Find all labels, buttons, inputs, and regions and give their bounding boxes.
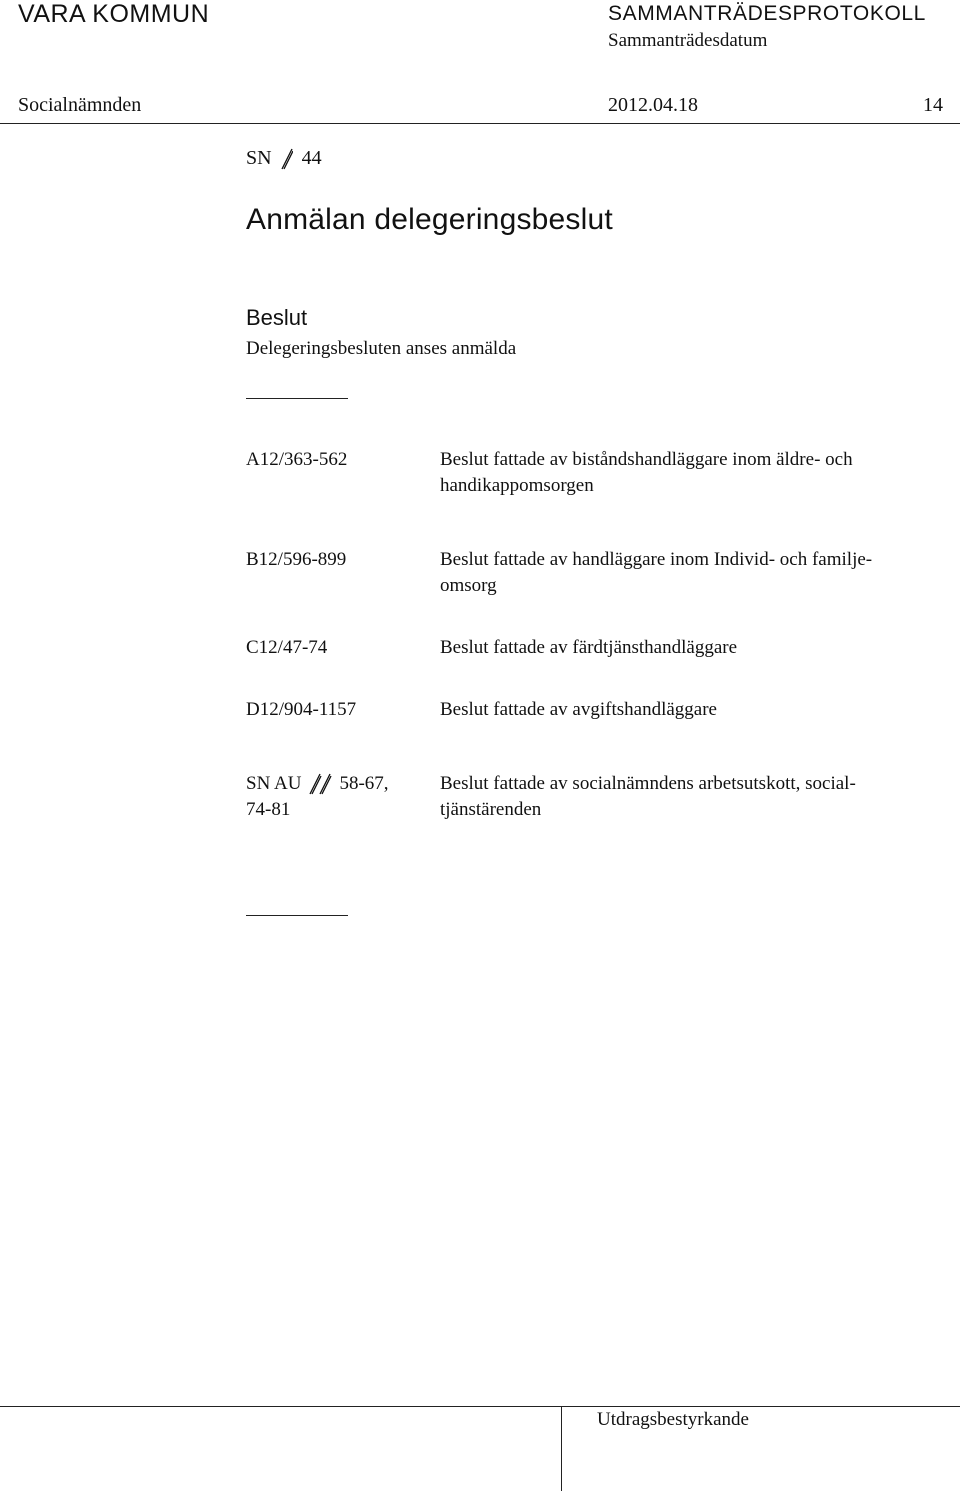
item-description-line: Beslut fattade av avgiftshandläggare <box>440 699 717 720</box>
footer-divider <box>0 1406 960 1407</box>
decision-text: Delegeringsbesluten anses anmälda <box>246 338 517 359</box>
item-description-sn-au <box>440 771 856 823</box>
section-sign-icon <box>281 148 293 170</box>
item-id-sn-au <box>246 771 389 823</box>
item-description-b <box>440 547 872 599</box>
item-description-line: Beslut fattade av socialnämndens arbetsutskott, social- <box>440 773 856 794</box>
meeting-date: 2012.04.18 <box>608 94 698 116</box>
page-number: 14 <box>923 94 943 116</box>
paragraph-number: 44 <box>301 147 322 169</box>
item-description-a <box>440 447 853 499</box>
item-description-line: handikappomsorgen <box>440 475 594 496</box>
sn-au-prefix: SN AU <box>246 773 302 794</box>
section-end-divider <box>246 915 348 916</box>
item-description-line: omsorg <box>440 575 497 596</box>
page-title: Anmälan delegeringsbeslut <box>246 203 613 236</box>
item-description-d <box>440 697 717 723</box>
item-id-a: A12/363-562 <box>246 449 348 470</box>
decision-divider <box>246 398 348 399</box>
date-label: Sammanträdesdatum <box>608 30 768 51</box>
item-description-line: Beslut fattade av biståndshandläggare inom äldre- och <box>440 449 853 470</box>
sn-au-range-line1: 58-67, <box>339 773 389 794</box>
item-description-line: Beslut fattade av handläggare inom Individ- och familje- <box>440 549 873 570</box>
header-divider <box>0 123 960 124</box>
item-description-line: Beslut fattade av färdtjänsthandläggare <box>440 637 738 658</box>
paragraph-prefix: SN <box>246 147 272 169</box>
department-name: Socialnämnden <box>18 94 142 116</box>
organization-name: VARA KOMMUN <box>18 0 210 28</box>
item-id-d: D12/904-1157 <box>246 699 357 720</box>
decision-heading: Beslut <box>246 305 308 330</box>
item-description-c <box>440 635 737 661</box>
paragraph-reference <box>246 147 322 170</box>
double-section-sign-icon <box>309 773 333 795</box>
item-description-line: tjänstärenden <box>440 799 542 820</box>
sn-au-range-line2: 74-81 <box>246 799 291 820</box>
item-id-b: B12/596-899 <box>246 549 347 570</box>
footer-column-divider <box>561 1406 562 1491</box>
item-id-c: C12/47-74 <box>246 637 328 658</box>
sn-au-reference <box>246 771 389 797</box>
document-type: SAMMANTRÄDESPROTOKOLL <box>608 2 926 25</box>
certification-label: Utdragsbestyrkande <box>597 1409 749 1430</box>
